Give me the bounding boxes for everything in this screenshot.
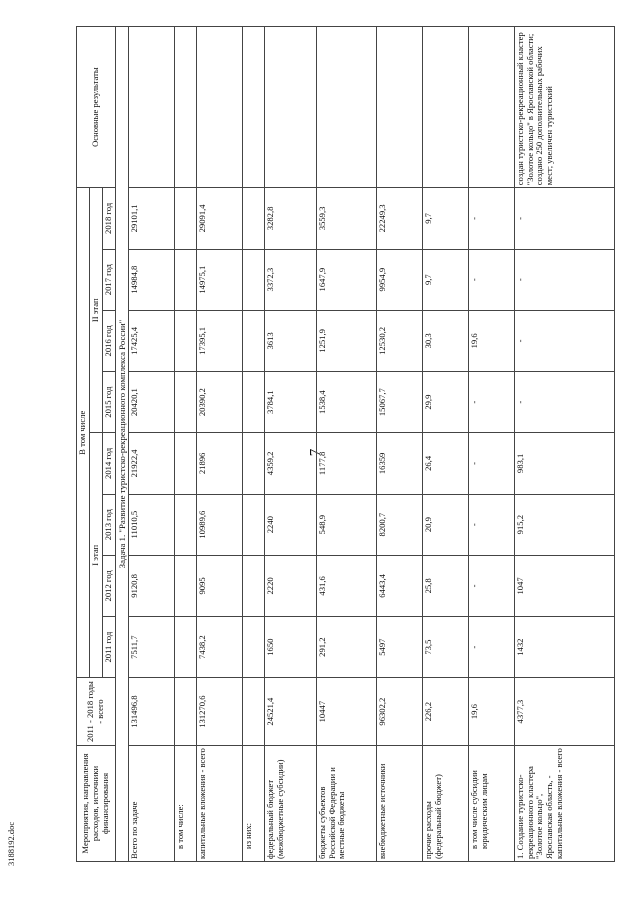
row-value: 3372,3 <box>264 249 316 310</box>
row-value: - <box>514 310 614 371</box>
row-value: 3613 <box>264 310 316 371</box>
row-value: 9120,8 <box>128 555 174 616</box>
row-value: 1251,9 <box>316 310 376 371</box>
header-year: 2013 год <box>102 494 115 555</box>
row-value: 6443,4 <box>376 555 422 616</box>
row-value: 3784,1 <box>264 372 316 433</box>
row-label: внебюджетные источники <box>376 745 422 861</box>
row-value: - <box>468 249 514 310</box>
row-value <box>174 555 196 616</box>
row-value: 11010,5 <box>128 494 174 555</box>
header-total: 2011 - 2018 годы - всего <box>77 678 116 746</box>
header-activity: Мероприятия, направления расходов, источники финансирования <box>77 745 116 861</box>
row-label: в том числе субсидии юридическим лицам <box>468 745 514 861</box>
row-value: 14984,8 <box>128 249 174 310</box>
row-value: - <box>468 372 514 433</box>
row-total: 131270,6 <box>196 678 242 746</box>
row-value: 17395,1 <box>196 310 242 371</box>
row-total: 19,6 <box>468 678 514 746</box>
row-value: 16359 <box>376 433 422 494</box>
header-stage-2: II этап <box>89 188 102 433</box>
row-result <box>174 27 196 188</box>
row-label: федеральный бюджет (межбюджетные субсидии) <box>264 745 316 861</box>
row-value: 15067,7 <box>376 372 422 433</box>
row-value: 3282,8 <box>264 188 316 249</box>
row-value: 73,5 <box>422 617 468 678</box>
row-value <box>242 555 264 616</box>
row-value: - <box>514 249 614 310</box>
row-value: - <box>514 372 614 433</box>
header-year: 2017 год <box>102 249 115 310</box>
header-year: 2016 год <box>102 310 115 371</box>
row-value: 9,7 <box>422 249 468 310</box>
row-total <box>242 678 264 746</box>
row-label: 1. Создание туристско-рекреационного кластера "Золотое кольцо", Ярославская область, - капитальные вложения - всего <box>514 745 614 861</box>
row-value: 291,2 <box>316 617 376 678</box>
row-value: 10989,6 <box>196 494 242 555</box>
row-value: - <box>468 555 514 616</box>
row-value: 2240 <box>264 494 316 555</box>
row-label: бюджеты субъектов Российской Федерации и местные бюджеты <box>316 745 376 861</box>
row-value <box>242 249 264 310</box>
row-value <box>174 188 196 249</box>
row-value: 21896 <box>196 433 242 494</box>
rotated-table-container <box>76 26 586 862</box>
header-year: 2018 год <box>102 188 115 249</box>
row-result <box>422 27 468 188</box>
row-value: - <box>514 188 614 249</box>
row-value <box>242 494 264 555</box>
row-total: 131496,8 <box>128 678 174 746</box>
row-value: 20420,1 <box>128 372 174 433</box>
row-total <box>174 678 196 746</box>
row-result <box>264 27 316 188</box>
row-value: 1432 <box>514 617 614 678</box>
header-year: 2015 год <box>102 372 115 433</box>
header-year: 2014 год <box>102 433 115 494</box>
row-value: 8200,7 <box>376 494 422 555</box>
row-result <box>128 27 174 188</box>
row-value: - <box>468 188 514 249</box>
row-value: 21922,4 <box>128 433 174 494</box>
row-label: из них: <box>242 745 264 861</box>
header-results: Основные результаты <box>77 27 116 188</box>
row-value: 20,9 <box>422 494 468 555</box>
row-value: 1538,4 <box>316 372 376 433</box>
row-value: 19,6 <box>468 310 514 371</box>
row-result <box>376 27 422 188</box>
row-value: 29,9 <box>422 372 468 433</box>
row-total: 4377,3 <box>514 678 614 746</box>
row-value: 1047 <box>514 555 614 616</box>
row-result <box>316 27 376 188</box>
row-value: 9954,9 <box>376 249 422 310</box>
row-value: 4359,2 <box>264 433 316 494</box>
row-value <box>242 433 264 494</box>
row-value <box>242 372 264 433</box>
task-title: Задача 1. "Развитие туристско-рекреационного комплекса России" <box>115 27 128 862</box>
row-value <box>174 249 196 310</box>
row-value: 5497 <box>376 617 422 678</box>
row-value: 7438,2 <box>196 617 242 678</box>
row-value: 29101,1 <box>128 188 174 249</box>
row-value: 3559,3 <box>316 188 376 249</box>
row-value <box>174 617 196 678</box>
row-value: 983,1 <box>514 433 614 494</box>
row-total: 226,2 <box>422 678 468 746</box>
row-label: в том числе: <box>174 745 196 861</box>
row-value <box>242 188 264 249</box>
row-value: 1647,9 <box>316 249 376 310</box>
row-value: 9095 <box>196 555 242 616</box>
row-value <box>174 494 196 555</box>
row-value <box>242 310 264 371</box>
page-number: 7 <box>307 448 324 457</box>
row-value: 2220 <box>264 555 316 616</box>
row-value: 7511,7 <box>128 617 174 678</box>
header-including: В том числе <box>77 188 90 678</box>
row-result <box>468 27 514 188</box>
financing-table <box>76 26 615 862</box>
row-label: капитальные вложения - всего <box>196 745 242 861</box>
row-value: 17425,4 <box>128 310 174 371</box>
row-result: создан туристско-рекреационный кластер "Золотое кольцо" в Ярославской области; создано 250 дополнительных рабочих мест; увеличен туристский <box>514 27 614 188</box>
header-year: 2012 год <box>102 555 115 616</box>
row-value: 26,4 <box>422 433 468 494</box>
row-value: - <box>468 433 514 494</box>
row-result <box>242 27 264 188</box>
row-value: 1177,8 <box>316 433 376 494</box>
header-stage-1: I этап <box>89 433 102 678</box>
row-value: - <box>468 494 514 555</box>
row-value: 22249,3 <box>376 188 422 249</box>
row-value: 14975,1 <box>196 249 242 310</box>
row-value: - <box>468 617 514 678</box>
row-value: 548,9 <box>316 494 376 555</box>
row-value <box>174 433 196 494</box>
header-year: 2011 год <box>102 617 115 678</box>
row-value: 20390,2 <box>196 372 242 433</box>
row-total: 24521,4 <box>264 678 316 746</box>
row-value: 431,6 <box>316 555 376 616</box>
row-value: 12530,2 <box>376 310 422 371</box>
row-label: Всего по задаче <box>128 745 174 861</box>
document-filename: 3188192.doc <box>6 821 16 866</box>
row-total: 96302,2 <box>376 678 422 746</box>
row-value <box>174 310 196 371</box>
row-value: 25,8 <box>422 555 468 616</box>
row-total: 10447 <box>316 678 376 746</box>
row-value <box>242 617 264 678</box>
row-value: 915,2 <box>514 494 614 555</box>
row-value: 9,7 <box>422 188 468 249</box>
row-result <box>196 27 242 188</box>
row-value: 1650 <box>264 617 316 678</box>
row-label: прочие расходы (федеральный бюджет) <box>422 745 468 861</box>
row-value: 30,3 <box>422 310 468 371</box>
row-value <box>174 372 196 433</box>
row-value: 29091,4 <box>196 188 242 249</box>
